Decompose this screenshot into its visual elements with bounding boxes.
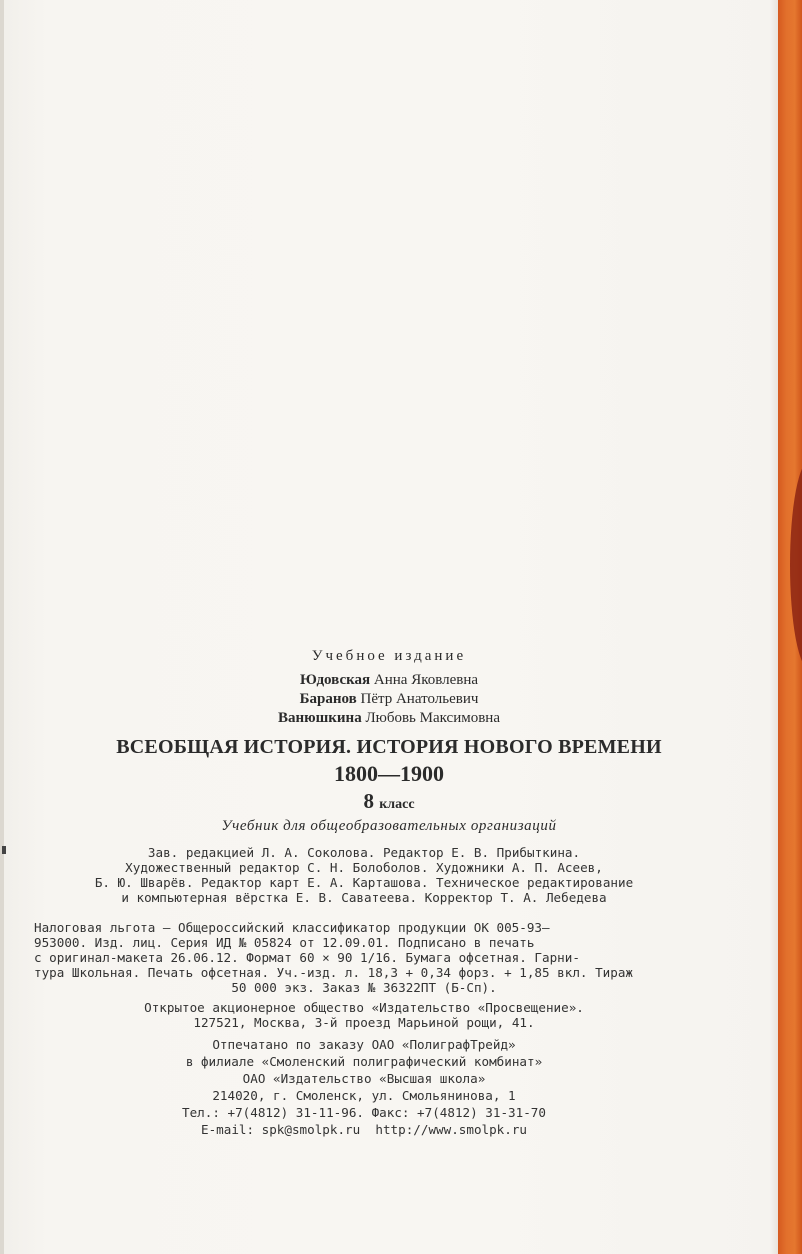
author-2-surname: Баранов [299,691,357,707]
printer-line: Тел.: +7(4812) 31-11-96. Факс: +7(4812) 31-31-70 [182,1105,546,1120]
margin-mark [2,846,6,854]
tax-line: 953000. Изд. лиц. Серия ИД № 05824 от 12.09.01. Подписано в печать [34,935,535,950]
author-3 [0,709,778,728]
publisher-line: Открытое акционерное общество «Издательство «Просвещение». [144,1000,584,1015]
book-title: ВСЕОБЩАЯ ИСТОРИЯ. ИСТОРИЯ НОВОГО ВРЕМЕНИ [116,736,662,758]
author-3-given: Любовь Максимовна [365,710,500,726]
tax-line: с оригинал-макета 26.06.12. Формат 60 × 90 1/16. Бумага офсетная. Гарни- [34,950,580,965]
edition-type: Учебное издание [311,648,467,664]
editors-line: Зав. редакцией Л. А. Соколова. Редактор Е. В. Прибыткина. [147,845,581,860]
author-1-given: Анна Яковлевна [373,672,479,688]
book-cover-edge [778,0,802,1254]
printer-line: в филиале «Смоленский полиграфический комбинат» [185,1054,543,1069]
authors-block [0,671,778,728]
author-3-surname: Ванюшкина [278,710,362,726]
grade-number: 8 [363,789,374,813]
publisher-block [34,1000,694,1030]
cover-pattern [790,460,802,670]
grade-word: класс [379,797,415,812]
author-1-surname: Юдовская [299,672,371,688]
author-2 [0,690,778,709]
page-gutter [0,0,4,1254]
printer-line: ОАО «Издательство «Высшая школа» [242,1071,486,1086]
author-1 [0,671,778,690]
book-years: 1800—1900 [334,761,444,786]
editors-block [34,845,694,905]
tax-line: тура Школьная. Печать офсетная. Уч.-изд. л. 18,3 + 0,34 форз. + 1,85 вкл. Тираж [34,965,633,980]
tax-line: 50 000 экз. Заказ № 36322ПТ (Б-Сп). [231,980,497,995]
printer-contacts: E-mail: spk@smolpk.ru http://www.smolpk.ru [200,1122,528,1137]
tax-line: Налоговая льгота — Общероссийский классификатор продукции ОК 005-93— [34,920,550,935]
editors-line: Художественный редактор С. Н. Болоболов. Художники А. П. Асеев, [125,860,603,875]
editors-line: и компьютерная вёрстка Е. В. Саватеева. Корректор Т. А. Лебедева [121,890,607,905]
grade-line [0,789,778,814]
editors-line: Б. Ю. Шварёв. Редактор карт Е. А. Карташова. Техническое редактирование [94,875,634,890]
printer-block [34,1036,694,1138]
author-2-given: Пётр Анатольевич [360,691,479,707]
printer-line: 214020, г. Смоленск, ул. Смольянинова, 1 [212,1088,516,1103]
publisher-line: 127521, Москва, 3-й проезд Марьиной рощи, 41. [193,1015,535,1030]
tax-block [34,920,694,995]
printer-line: Отпечатано по заказу ОАО «ПолиграфТрейд» [212,1037,516,1052]
book-subtitle: Учебник для общеобразовательных организаций [221,818,557,834]
